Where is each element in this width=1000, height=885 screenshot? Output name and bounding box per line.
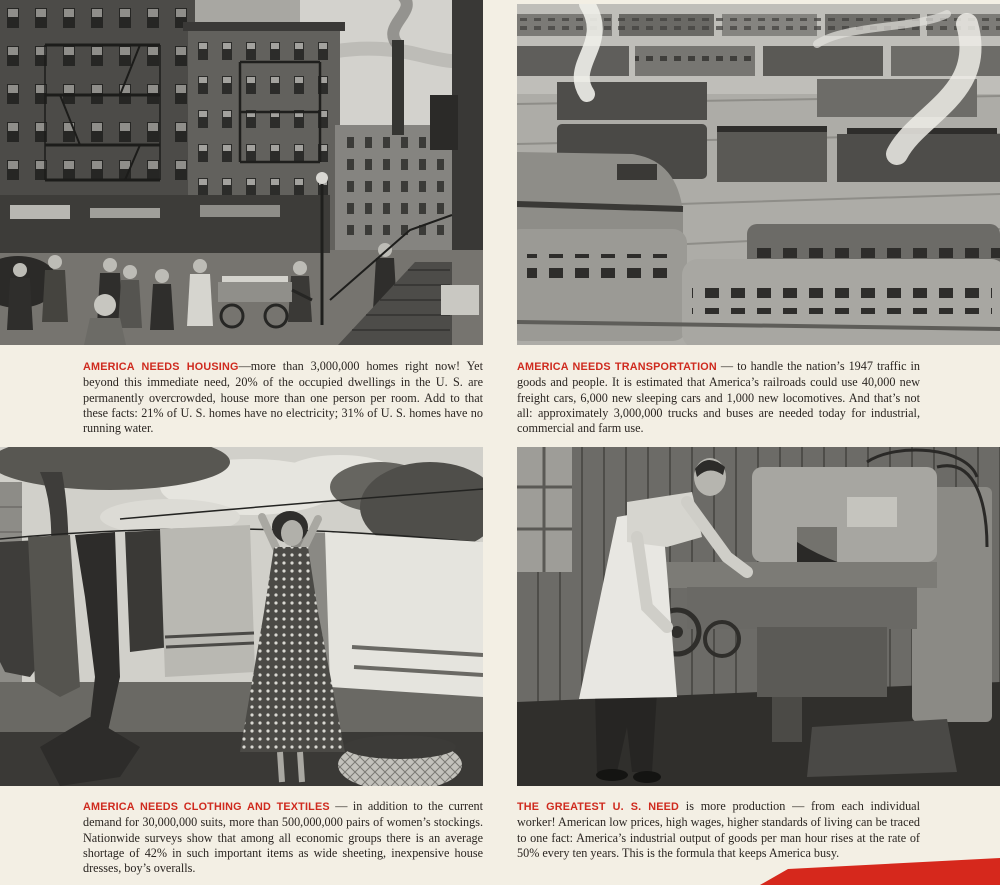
caption-body: is more production — from each individual worker! American low prices, high wages, higher standards of living can be traced to one fact: America’s industrial output of goods per man hour rises at the rate of 50% every ten years. This is the formula that keeps America busy. [517,799,920,860]
caption-clothing [83,799,483,876]
clothesline-illustration [0,447,483,786]
caption-body: —more than 3,000,000 homes right now! Yet beyond this immediate need, 20% of the occupied dwellings in the U. S. are permanently overcrowded, house more than one person per room. Add to that these facts: 21% of U. S. homes have no electricity; 31% of U. S. homes have no running water. [83,359,483,436]
caption-heading: AMERICA NEEDS CLOTHING AND TEXTILES [83,801,330,813]
streamlined-locomotive [517,152,683,240]
railyard-illustration [517,4,1000,345]
machinist-illustration [517,447,1000,786]
caption-heading: AMERICA NEEDS TRANSPORTATION [517,361,717,373]
storefronts [0,195,330,253]
caption-housing [83,359,483,436]
caption-heading: AMERICA NEEDS HOUSING [83,361,239,373]
street-sign [441,285,479,315]
caption-production [517,799,920,861]
shop-window [517,447,572,572]
red-corner-tab [760,856,1000,885]
caption-transportation [517,359,920,436]
caption-body: — in addition to the current demand for 30,000,000 suits, more than 500,000,000 pairs of women’s stockings. Nationwide surveys show that among all economic groups there is an average shortage of 42% in such important items as wide sheeting, inexpensive house dresses, boy’s overalls. [83,799,483,876]
housing-illustration [0,0,483,345]
caption-heading: THE GREATEST U. S. NEED [517,801,680,813]
caption-body: — to handle the nation’s 1947 traffic in goods and people. It is estimated that America’s railroads could use 40,000 new freight cars, 6,000 new sleeping cars and 1,000 new locomotives. And that’s not all: approximately 3,000,000 trucks and buses are needed today for industrial, commercial and farm use. [517,359,920,436]
laundry-basket [338,735,462,786]
